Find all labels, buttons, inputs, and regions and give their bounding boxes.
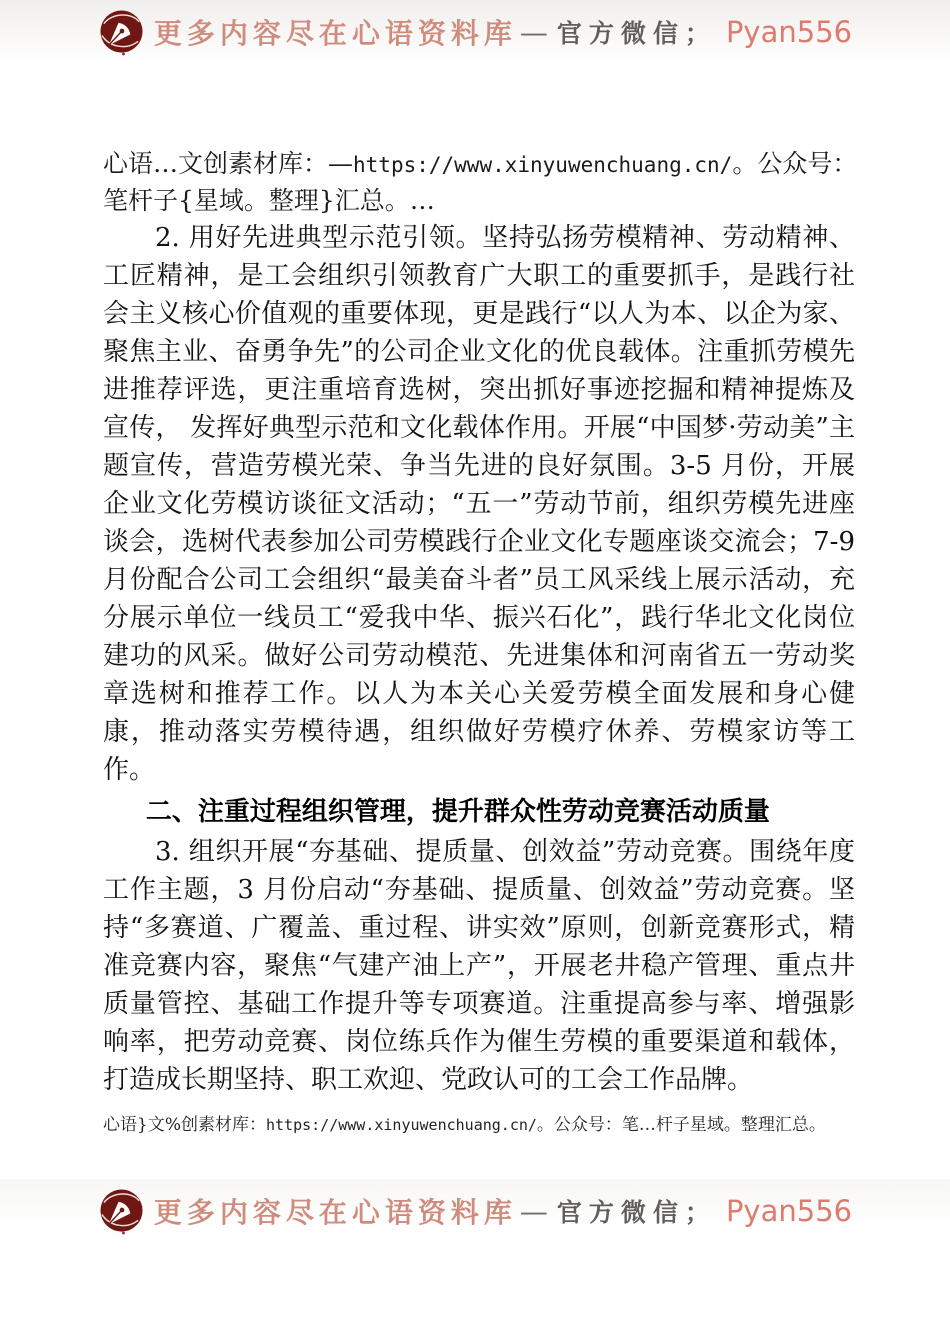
watermark-top-line1 xyxy=(103,146,858,183)
banner-dash: — xyxy=(519,15,548,49)
watermark-suffix: 。公众号： xyxy=(732,149,858,178)
pen-nib-logo-icon xyxy=(98,9,145,56)
banner-wechat-label: 官方微信； xyxy=(556,1198,717,1227)
banner-wechat-id: Pyan556 xyxy=(725,1194,853,1228)
watermark-top-line2: 笔杆子{星域。整理}汇总。… xyxy=(103,186,435,215)
watermark-url: https://www.xinyuwenchuang.cn/ xyxy=(265,1116,537,1134)
paragraph-3: 3. 组织开展“夯基础、提质量、创效益”劳动竞赛。围绕年度工作主题，3 月份启动“夯基础、提质量、创效益”劳动竞赛。坚持“多赛道、广覆盖、重过程、讲实效”原则，创新竞赛形式，精准竞赛内容，聚焦“气建产油上产”，开展老井稳产管理、重点井质量管控、基础工作提升等专项赛道。注重提高参与率、增强影响率，把劳动竞赛、岗位练兵作为催生劳模的重要渠道和载体，打造成长期坚持、职工欢迎、党政认可的工会工作品牌。 xyxy=(103,837,855,1095)
paragraph-2: 2. 用好先进典型示范引领。坚持弘扬劳模精神、劳动精神、工匠精神，是工会组织引领教育广大职工的重要抓手，是践行社会主义核心价值观的重要体现，更是践行“以人为本、以企为家、聚焦主业、奋勇争先”的公司企业文化的优良载体。注重抓劳模先进推荐评选，更注重培育选树，突出抓好事迹挖掘和精神提炼及宣传， 发挥好典型示范和文化载体作用。开展“中国梦·劳动美”主题宣传，营造劳模光荣、争当先进的良好氛围。3-5 月份，开展企业文化劳模访谈征文活动；“五一”劳动节前，组织劳模先进座谈会，选树代表参加公司劳模践行企业文化专题座谈交流会；7-9 月份配合公司工会组织“最美奋斗者”员工风采线上展示活动，充分展示单位一线员工“爱我中华、振兴石化”，践行华北文化岗位建功的风采。做好公司劳动模范、先进集体和河南省五一劳动奖章选树和推荐工作。以人为本关心关爱劳模全面发展和身心健康，推动落实劳模待遇，组织做好劳模疗休养、劳模家访等工作。 xyxy=(103,223,855,785)
banner-wechat-label: 官方微信； xyxy=(556,19,717,48)
promo-banner-bottom xyxy=(0,1179,950,1243)
document-page xyxy=(103,146,858,1137)
banner-slogan: 更多内容尽在心语资料库 xyxy=(153,17,517,50)
pen-nib-logo-icon xyxy=(98,1188,145,1235)
banner-dash: — xyxy=(519,1194,548,1228)
banner-slogan: 更多内容尽在心语资料库 xyxy=(153,1196,517,1229)
watermark-suffix: 。公众号：笔…杆子星域。整理汇总。 xyxy=(536,1115,826,1135)
watermark-bottom-line xyxy=(103,1113,855,1137)
banner-wechat-id: Pyan556 xyxy=(725,15,853,49)
section-heading: 二、注重过程组织管理，提升群众性劳动竞赛活动质量 xyxy=(145,797,770,827)
promo-banner-top xyxy=(0,0,950,64)
watermark-url: https://www.xinyuwenchuang.cn/ xyxy=(353,153,733,177)
watermark-prefix: 心语…文创素材库：— xyxy=(103,149,354,178)
watermark-prefix: 心语}文%创素材库： xyxy=(103,1115,266,1135)
